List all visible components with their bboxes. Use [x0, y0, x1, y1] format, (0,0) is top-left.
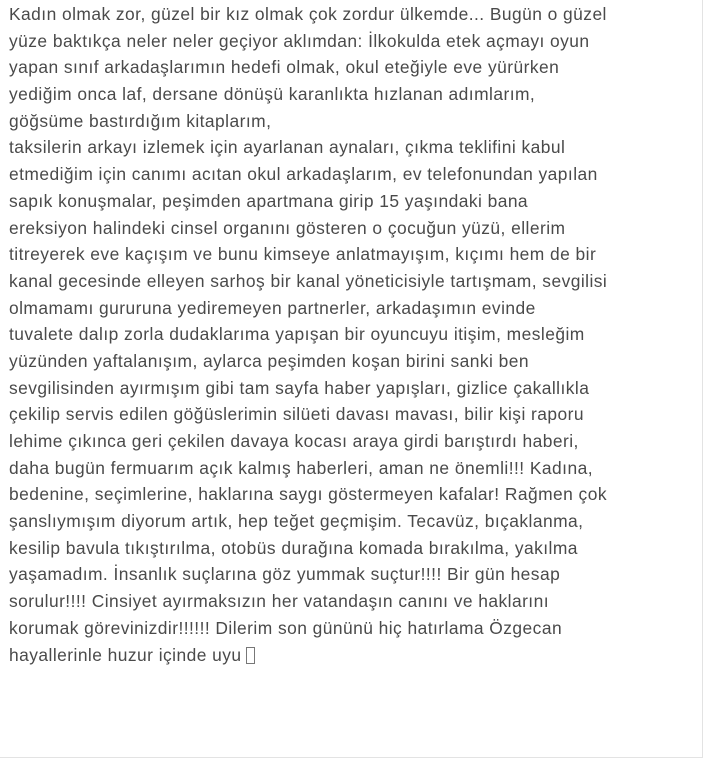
text-line: kanal gecesinde elleyen sarhoş bir kanal yöneticisiyle tartışmam, sevgilisi [9, 270, 608, 291]
text-line: sapık konuşmalar, peşimden apartmana girip 15 yaşındaki bana [9, 190, 529, 211]
text-line: kesilip bavula tıkıştırılma, otobüs durağına komada bırakılma, yakılma [9, 537, 578, 558]
text-line: daha bugün fermuarım açık kalmış haberleri, aman ne önemli!!! Kadına, [9, 457, 593, 478]
missing-emoji-icon [246, 647, 255, 664]
text-line: yüze baktıkça neler neler geçiyor aklımdan: İlkokulda etek açmayı oyun [9, 30, 590, 51]
text-line: etmediğim için canımı acıtan okul arkadaşlarım, ev telefonundan yapılan [9, 164, 598, 185]
text-line: şanslıymışım diyorum artık, hep teğet geçmişim. Tecavüz, bıçaklanma, [9, 511, 584, 532]
text-line: olmamamı gururuna yediremeyen partnerler, arkadaşımın evinde [9, 297, 536, 318]
text-line-content: hayallerinle huzur içinde uyu [9, 644, 242, 665]
text-line: lehime çıkınca geri çekilen davaya kocası araya girdi barıştırdı haberi, [9, 431, 579, 451]
text-line: Kadın olmak zor, güzel bir kız olmak çok zordur ülkemde... Bugün o güzel [9, 4, 607, 24]
text-line: ereksiyon halindeki cinsel organını gösteren o çocuğun yüzü, ellerim [9, 217, 566, 238]
text-line: korumak görevinizdir!!!!!! Dilerim son gününü hiç hatırlama Özgecan [9, 617, 563, 638]
text-line-last [9, 642, 699, 669]
text-line: çekilip servis edilen göğüslerimin silüeti davası mavası, bilir kişi raporu [9, 404, 585, 425]
text-line: yapan sınıf arkadaşlarımın hedefi olmak, okul eteğiyle eve yürürken [9, 57, 560, 78]
text-line: sevgilisinden ayırmışım gibi tam sayfa haber yapışları, gizlice çakallıkla [9, 377, 590, 398]
text-line: sorulur!!!! Cinsiyet ayırmaksızın her vatandaşın canını ve haklarını [9, 591, 549, 612]
text-line: bedenine, seçimlerine, haklarına saygı göstermeyen kafalar! Rağmen çok [9, 484, 607, 505]
text-line: yediğim onca laf, dersane dönüşü karanlıkta hızlanan adımlarım, [9, 84, 536, 105]
text-line: tuvalete dalıp zorla dudaklarıma yapışan bir oyuncuyu itişim, mesleğim [9, 324, 585, 345]
text-line: yüzünden yaftalanışım, aylarca peşimden koşan birini sanki ben [9, 350, 529, 371]
text-line: göğsüme bastırdığım kitaplarım, [9, 110, 272, 131]
text-line: yaşamadım. İnsanlık suçlarına göz yummak suçtur!!!! Bir gün hesap [9, 564, 561, 585]
text-line: taksilerin arkayı izlemek için ayarlanan aynaları, çıkma teklifini kabul [9, 137, 566, 158]
text-line: titreyerek eve kaçışım ve bunu kimseye anlatmayışım, kıçımı hem de bir [9, 244, 597, 265]
post-text [9, 1, 699, 668]
